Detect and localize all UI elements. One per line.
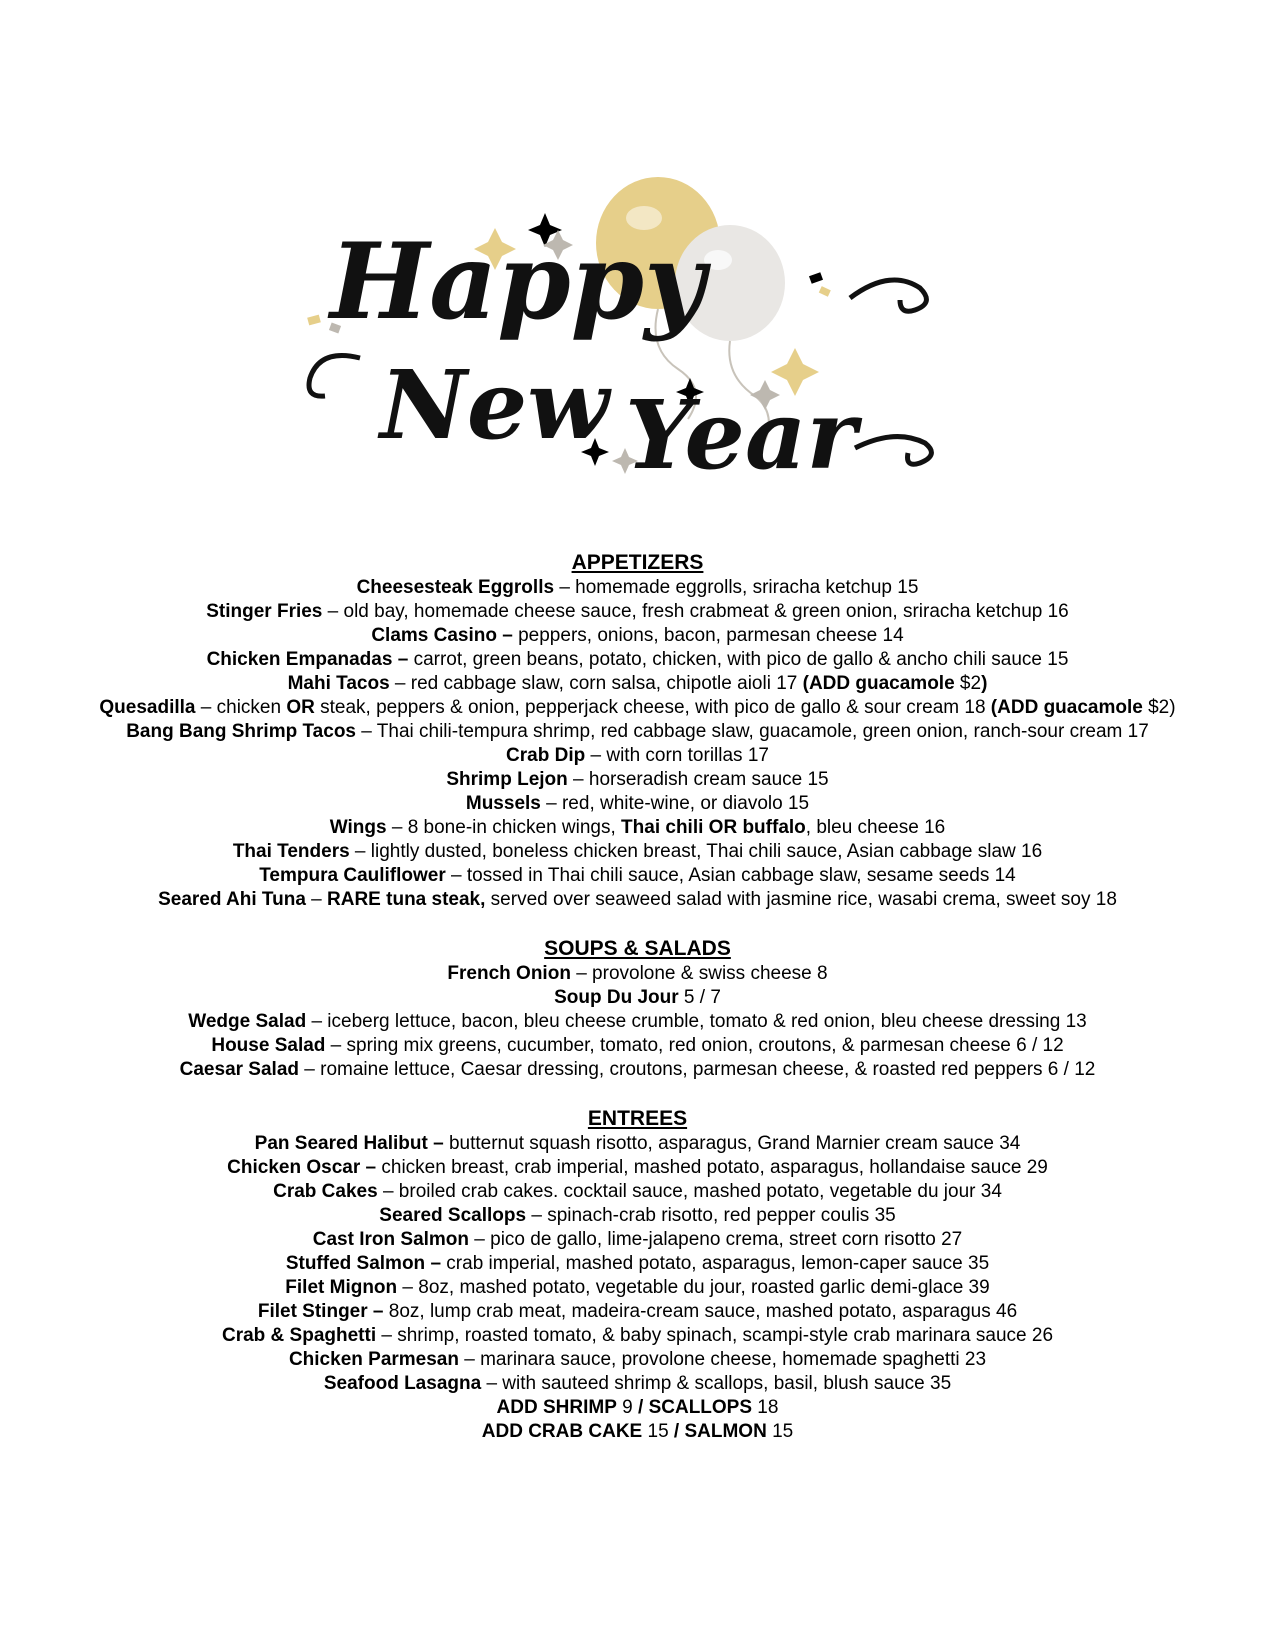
- item-separator: –: [540, 793, 562, 814]
- item-name: Crab Dip: [506, 745, 586, 766]
- item-description: red cabbage slaw, corn salsa, chipotle aioli 17: [410, 673, 803, 694]
- item-description: provolone & swiss cheese 8: [592, 963, 828, 984]
- item-name: Crab & Spaghetti: [221, 1325, 377, 1346]
- item-description: 8oz, lump crab meat, madeira-cream sauce, mashed potato, asparagus 46: [388, 1301, 1018, 1322]
- item-description: red, white-wine, or diavolo 15: [561, 793, 810, 814]
- item-name: Mussels: [465, 793, 541, 814]
- item-separator: –: [322, 601, 344, 622]
- menu-item: [0, 624, 1275, 648]
- addon-price-2: 15: [766, 1421, 794, 1442]
- menu-item: [0, 576, 1275, 600]
- item-separator: –: [377, 1181, 399, 1202]
- item-separator: –: [445, 865, 467, 886]
- item-name: Chicken Empanadas –: [206, 649, 409, 670]
- item-description-tail-2: $2): [1142, 697, 1176, 718]
- menu-item: [0, 1010, 1275, 1034]
- item-separator: –: [306, 1011, 328, 1032]
- menu-item: [0, 864, 1275, 888]
- menu-item: [0, 1180, 1275, 1204]
- item-separator: –: [349, 841, 371, 862]
- item-separator: –: [481, 1373, 503, 1394]
- item-separator: –: [526, 1205, 548, 1226]
- item-separator: –: [305, 889, 328, 910]
- menu-item: [0, 986, 1275, 1010]
- item-description: broiled crab cakes. cocktail sauce, mashed potato, vegetable du jour 34: [398, 1181, 1002, 1202]
- item-name: Tempura Cauliflower: [259, 865, 446, 886]
- addon-price: 15: [642, 1421, 674, 1442]
- item-separator: –: [570, 963, 593, 984]
- item-description: lightly dusted, boneless chicken breast, Thai chili sauce, Asian cabbage slaw 16: [370, 841, 1043, 862]
- item-separator: –: [469, 1229, 491, 1250]
- item-description: peppers, onions, bacon, parmesan cheese 14: [518, 625, 904, 646]
- item-description: butternut squash risotto, asparagus, Grand Marnier cream sauce 34: [448, 1133, 1021, 1154]
- addon-price-2: 18: [752, 1397, 779, 1418]
- item-name: Cast Iron Salmon: [312, 1229, 470, 1250]
- menu-item: [0, 696, 1275, 720]
- item-description: spring mix greens, cucumber, tomato, red onion, croutons, & parmesan cheese 6 / 12: [346, 1035, 1064, 1056]
- menu-item: [0, 1348, 1275, 1372]
- item-name: Wings: [329, 817, 387, 838]
- addon-price: 9: [616, 1397, 639, 1418]
- menu-item: [0, 720, 1275, 744]
- menu-item: [0, 1156, 1275, 1180]
- item-description: shrimp, roasted tomato, & baby spinach, scampi-style crab marinara sauce 26: [397, 1325, 1054, 1346]
- item-description: with sauteed shrimp & scallops, basil, blush sauce 35: [502, 1373, 952, 1394]
- item-description: chicken breast, crab imperial, mashed potato, asparagus, hollandaise sauce 29: [381, 1157, 1048, 1178]
- item-description: 8oz, mashed potato, vegetable du jour, roasted garlic demi-glace 39: [418, 1277, 990, 1298]
- item-description: 8 bone-in chicken wings,: [407, 817, 622, 838]
- item-name: Pan Seared Halibut –: [254, 1133, 444, 1154]
- item-separator: –: [567, 769, 589, 790]
- appetizers-list: [0, 576, 1275, 912]
- menu-item: [0, 1228, 1275, 1252]
- item-description: Thai chili-tempura shrimp, red cabbage slaw, guacamole, green onion, ranch-sour cream 17: [376, 721, 1149, 742]
- item-separator: –: [458, 1349, 481, 1370]
- item-separator: –: [195, 697, 217, 718]
- item-description: horseradish cream sauce 15: [588, 769, 829, 790]
- item-description: spinach-crab risotto, red pepper coulis 35: [547, 1205, 896, 1226]
- item-separator: –: [397, 1277, 419, 1298]
- item-name: House Salad: [211, 1035, 326, 1056]
- menu-item: [0, 768, 1275, 792]
- item-description: homemade eggrolls, sriracha ketchup 15: [575, 577, 919, 598]
- item-name: Wedge Salad: [188, 1011, 307, 1032]
- menu-item: [0, 888, 1275, 912]
- item-description: 5 / 7: [683, 987, 721, 1008]
- item-name: Clams Casino –: [371, 625, 513, 646]
- happy-new-year-logo: [290, 148, 970, 528]
- item-separator: –: [356, 721, 377, 742]
- menu-item: [0, 840, 1275, 864]
- item-description: romaine lettuce, Caesar dressing, croutons, parmesan cheese, & roasted red peppers 6 / 12: [320, 1059, 1096, 1080]
- menu-item: [0, 962, 1275, 986]
- item-name: Quesadilla: [99, 697, 196, 718]
- svg-text:New: New: [380, 350, 610, 461]
- item-description-tail: steak, peppers & onion, pepperjack cheese, with pico de gallo & sour cream 18: [314, 697, 991, 718]
- svg-text:Happy: Happy: [330, 219, 706, 343]
- menu-item: [0, 1276, 1275, 1300]
- menu-item: [0, 1058, 1275, 1082]
- soups-salads-list: [0, 962, 1275, 1082]
- section-title-entrees: ENTREES: [587, 1107, 688, 1130]
- item-highlight-2: (ADD guacamole: [990, 697, 1143, 718]
- menu-item: [0, 1324, 1275, 1348]
- menu: [0, 550, 1275, 1444]
- addons-list: [0, 1396, 1275, 1444]
- addon-label: ADD CRAB CAKE: [481, 1421, 643, 1442]
- item-description-tail: served over seaweed salad with jasmine rice, wasabi crema, sweet soy 18: [485, 889, 1117, 910]
- menu-item: [0, 792, 1275, 816]
- item-description: carrot, green beans, potato, chicken, with pico de gallo & ancho chili sauce 15: [413, 649, 1069, 670]
- item-name: Bang Bang Shrimp Tacos: [126, 721, 356, 742]
- item-highlight: (ADD guacamole: [802, 673, 955, 694]
- item-separator: –: [386, 817, 408, 838]
- item-highlight-2: ): [981, 673, 988, 694]
- item-description-tail: , bleu cheese 16: [805, 817, 946, 838]
- addon-label: ADD SHRIMP: [496, 1397, 617, 1418]
- menu-item: [0, 1252, 1275, 1276]
- item-separator: –: [325, 1035, 347, 1056]
- item-separator: –: [585, 745, 607, 766]
- menu-item: [0, 648, 1275, 672]
- menu-item: [0, 1132, 1275, 1156]
- item-description: with corn torillas 17: [606, 745, 769, 766]
- item-name: Seared Ahi Tuna: [158, 889, 306, 910]
- item-name: Crab Cakes: [273, 1181, 378, 1202]
- menu-item: [0, 672, 1275, 696]
- balloons-and-sparkles-icon: [290, 148, 970, 528]
- item-description: iceberg lettuce, bacon, bleu cheese crumble, tomato & red onion, bleu cheese dressing 13: [327, 1011, 1087, 1032]
- item-description: tossed in Thai chili sauce, Asian cabbage slaw, sesame seeds 14: [466, 865, 1016, 886]
- svg-text:Year: Year: [625, 380, 857, 491]
- item-highlight: RARE tuna steak,: [327, 889, 486, 910]
- item-name: Seared Scallops: [379, 1205, 527, 1226]
- item-name: French Onion: [447, 963, 571, 984]
- item-name: Filet Stinger –: [257, 1301, 384, 1322]
- item-description: chicken: [216, 697, 287, 718]
- item-name: Filet Mignon: [285, 1277, 398, 1298]
- item-name: Shrimp Lejon: [446, 769, 568, 790]
- item-name: Thai Tenders: [232, 841, 350, 862]
- section-title-soups-salads: SOUPS & SALADS: [544, 937, 731, 960]
- menu-item: [0, 744, 1275, 768]
- item-name: Caesar Salad: [179, 1059, 299, 1080]
- menu-item: [0, 816, 1275, 840]
- addon-line: [0, 1420, 1275, 1444]
- addon-label-2: / SCALLOPS: [638, 1397, 753, 1418]
- section-title-appetizers: APPETIZERS: [571, 551, 704, 574]
- item-name: Seafood Lasagna: [323, 1373, 482, 1394]
- item-name: Soup Du Jour: [554, 987, 679, 1008]
- menu-item: [0, 1034, 1275, 1058]
- item-separator: –: [554, 577, 576, 598]
- item-highlight: Thai chili OR buffalo: [621, 817, 806, 838]
- item-description: old bay, homemade cheese sauce, fresh crabmeat & green onion, sriracha ketchup 16: [343, 601, 1069, 622]
- addon-label-2: / SALMON: [673, 1421, 767, 1442]
- item-separator: –: [389, 673, 411, 694]
- item-separator: –: [376, 1325, 398, 1346]
- item-name: Mahi Tacos: [287, 673, 390, 694]
- item-description: crab imperial, mashed potato, asparagus, lemon-caper sauce 35: [446, 1253, 990, 1274]
- item-separator: –: [299, 1059, 321, 1080]
- item-description-tail: $2: [954, 673, 982, 694]
- addon-line: [0, 1396, 1275, 1420]
- item-highlight: OR: [286, 697, 315, 718]
- item-name: Stinger Fries: [206, 601, 323, 622]
- item-name: Chicken Oscar –: [227, 1157, 377, 1178]
- menu-item: [0, 1300, 1275, 1324]
- item-name: Chicken Parmesan: [288, 1349, 459, 1370]
- item-name: Cheesesteak Eggrolls: [356, 577, 555, 598]
- item-name: Stuffed Salmon –: [285, 1253, 442, 1274]
- item-description: pico de gallo, lime-jalapeno crema, street corn risotto 27: [490, 1229, 963, 1250]
- item-description: marinara sauce, provolone cheese, homemade spaghetti 23: [480, 1349, 987, 1370]
- menu-item: [0, 600, 1275, 624]
- entrees-list: [0, 1132, 1275, 1396]
- menu-item: [0, 1372, 1275, 1396]
- menu-item: [0, 1204, 1275, 1228]
